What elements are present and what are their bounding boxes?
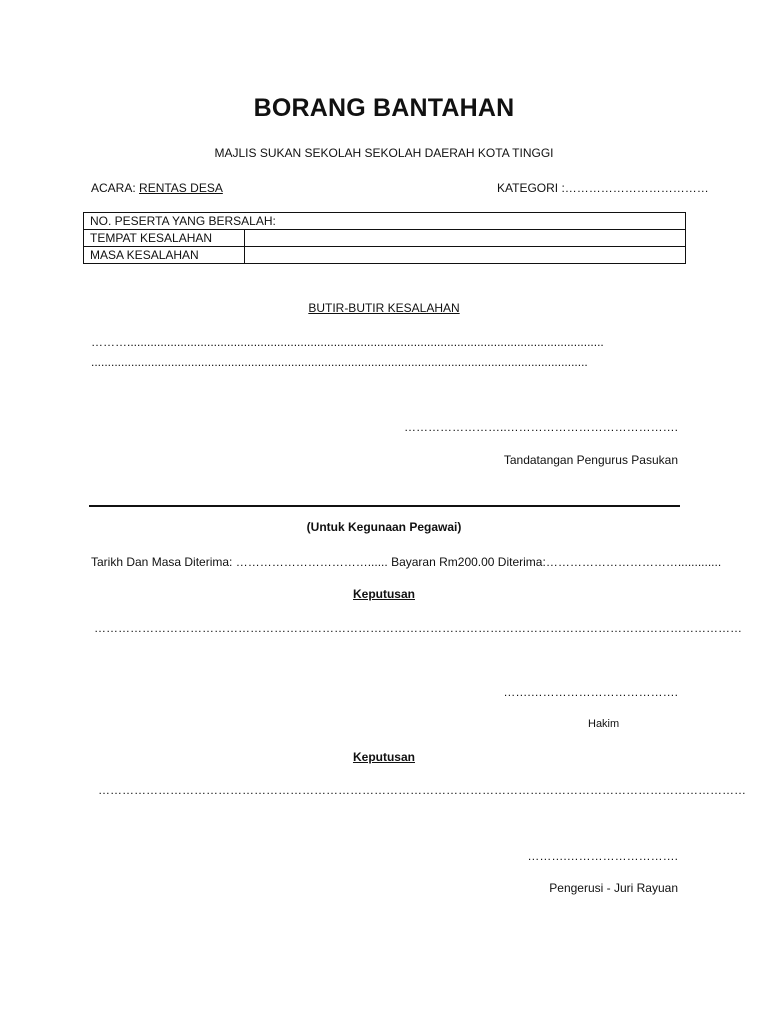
participant-number-cell: NO. PESERTA YANG BERSALAH:: [84, 213, 686, 230]
decision-line-1: ………………………………………………………………………………………………………………………………………………: [94, 621, 742, 635]
table-row: [84, 247, 686, 264]
violation-place-value: [245, 230, 686, 247]
kategori-field: [497, 181, 709, 195]
acara-field: [91, 181, 223, 195]
manager-signature-line: ……………………..…………………………………….: [403, 420, 678, 434]
official-use-heading: (Untuk Kegunaan Pegawai): [306, 520, 462, 534]
details-line-2: .....................................................................................................................................................: [91, 355, 588, 369]
details-line-1: ………...............................................................................................................................................: [91, 335, 604, 349]
decision-line-2: ………………………………………………………………………………………………………………………………………………: [98, 783, 746, 797]
acara-label: ACARA:: [91, 181, 136, 195]
table-row: [84, 213, 686, 230]
section-divider: [89, 505, 680, 507]
form-subtitle: MAJLIS SUKAN SEKOLAH SEKOLAH DAERAH KOTA TINGGI: [214, 146, 554, 160]
judge-label: Hakim: [588, 718, 620, 730]
received-label: Tarikh Dan Masa Diterima:: [91, 555, 233, 569]
kategori-dots: ………………………………: [564, 181, 709, 195]
decision-heading-2: Keputusan: [352, 750, 415, 764]
violation-info-table: [83, 212, 686, 264]
chair-signature-line: ……….……………………….: [527, 849, 678, 863]
received-dots: ……………………………......: [235, 555, 388, 569]
decision-heading-1: Keputusan: [352, 587, 415, 601]
violation-time-label: MASA KESALAHAN: [84, 247, 245, 264]
violation-place-label: TEMPAT KESALAHAN: [84, 230, 245, 247]
chair-signature-label: Pengerusi - Juri Rayuan: [549, 881, 678, 895]
received-field: [91, 555, 721, 569]
acara-value: RENTAS DESA: [139, 181, 223, 195]
details-heading: BUTIR-BUTIR KESALAHAN: [308, 301, 460, 315]
manager-signature-label: Tandatangan Pengurus Pasukan: [503, 453, 678, 467]
form-title: BORANG BANTAHAN: [253, 94, 515, 122]
table-row: [84, 230, 686, 247]
kategori-label: KATEGORI :: [497, 181, 565, 195]
judge-signature-line: …….……………………………….: [503, 685, 678, 699]
payment-label: Bayaran Rm200.00 Diterima:: [391, 555, 546, 569]
violation-time-value: [245, 247, 686, 264]
payment-dots: …………………………….............: [545, 555, 722, 569]
